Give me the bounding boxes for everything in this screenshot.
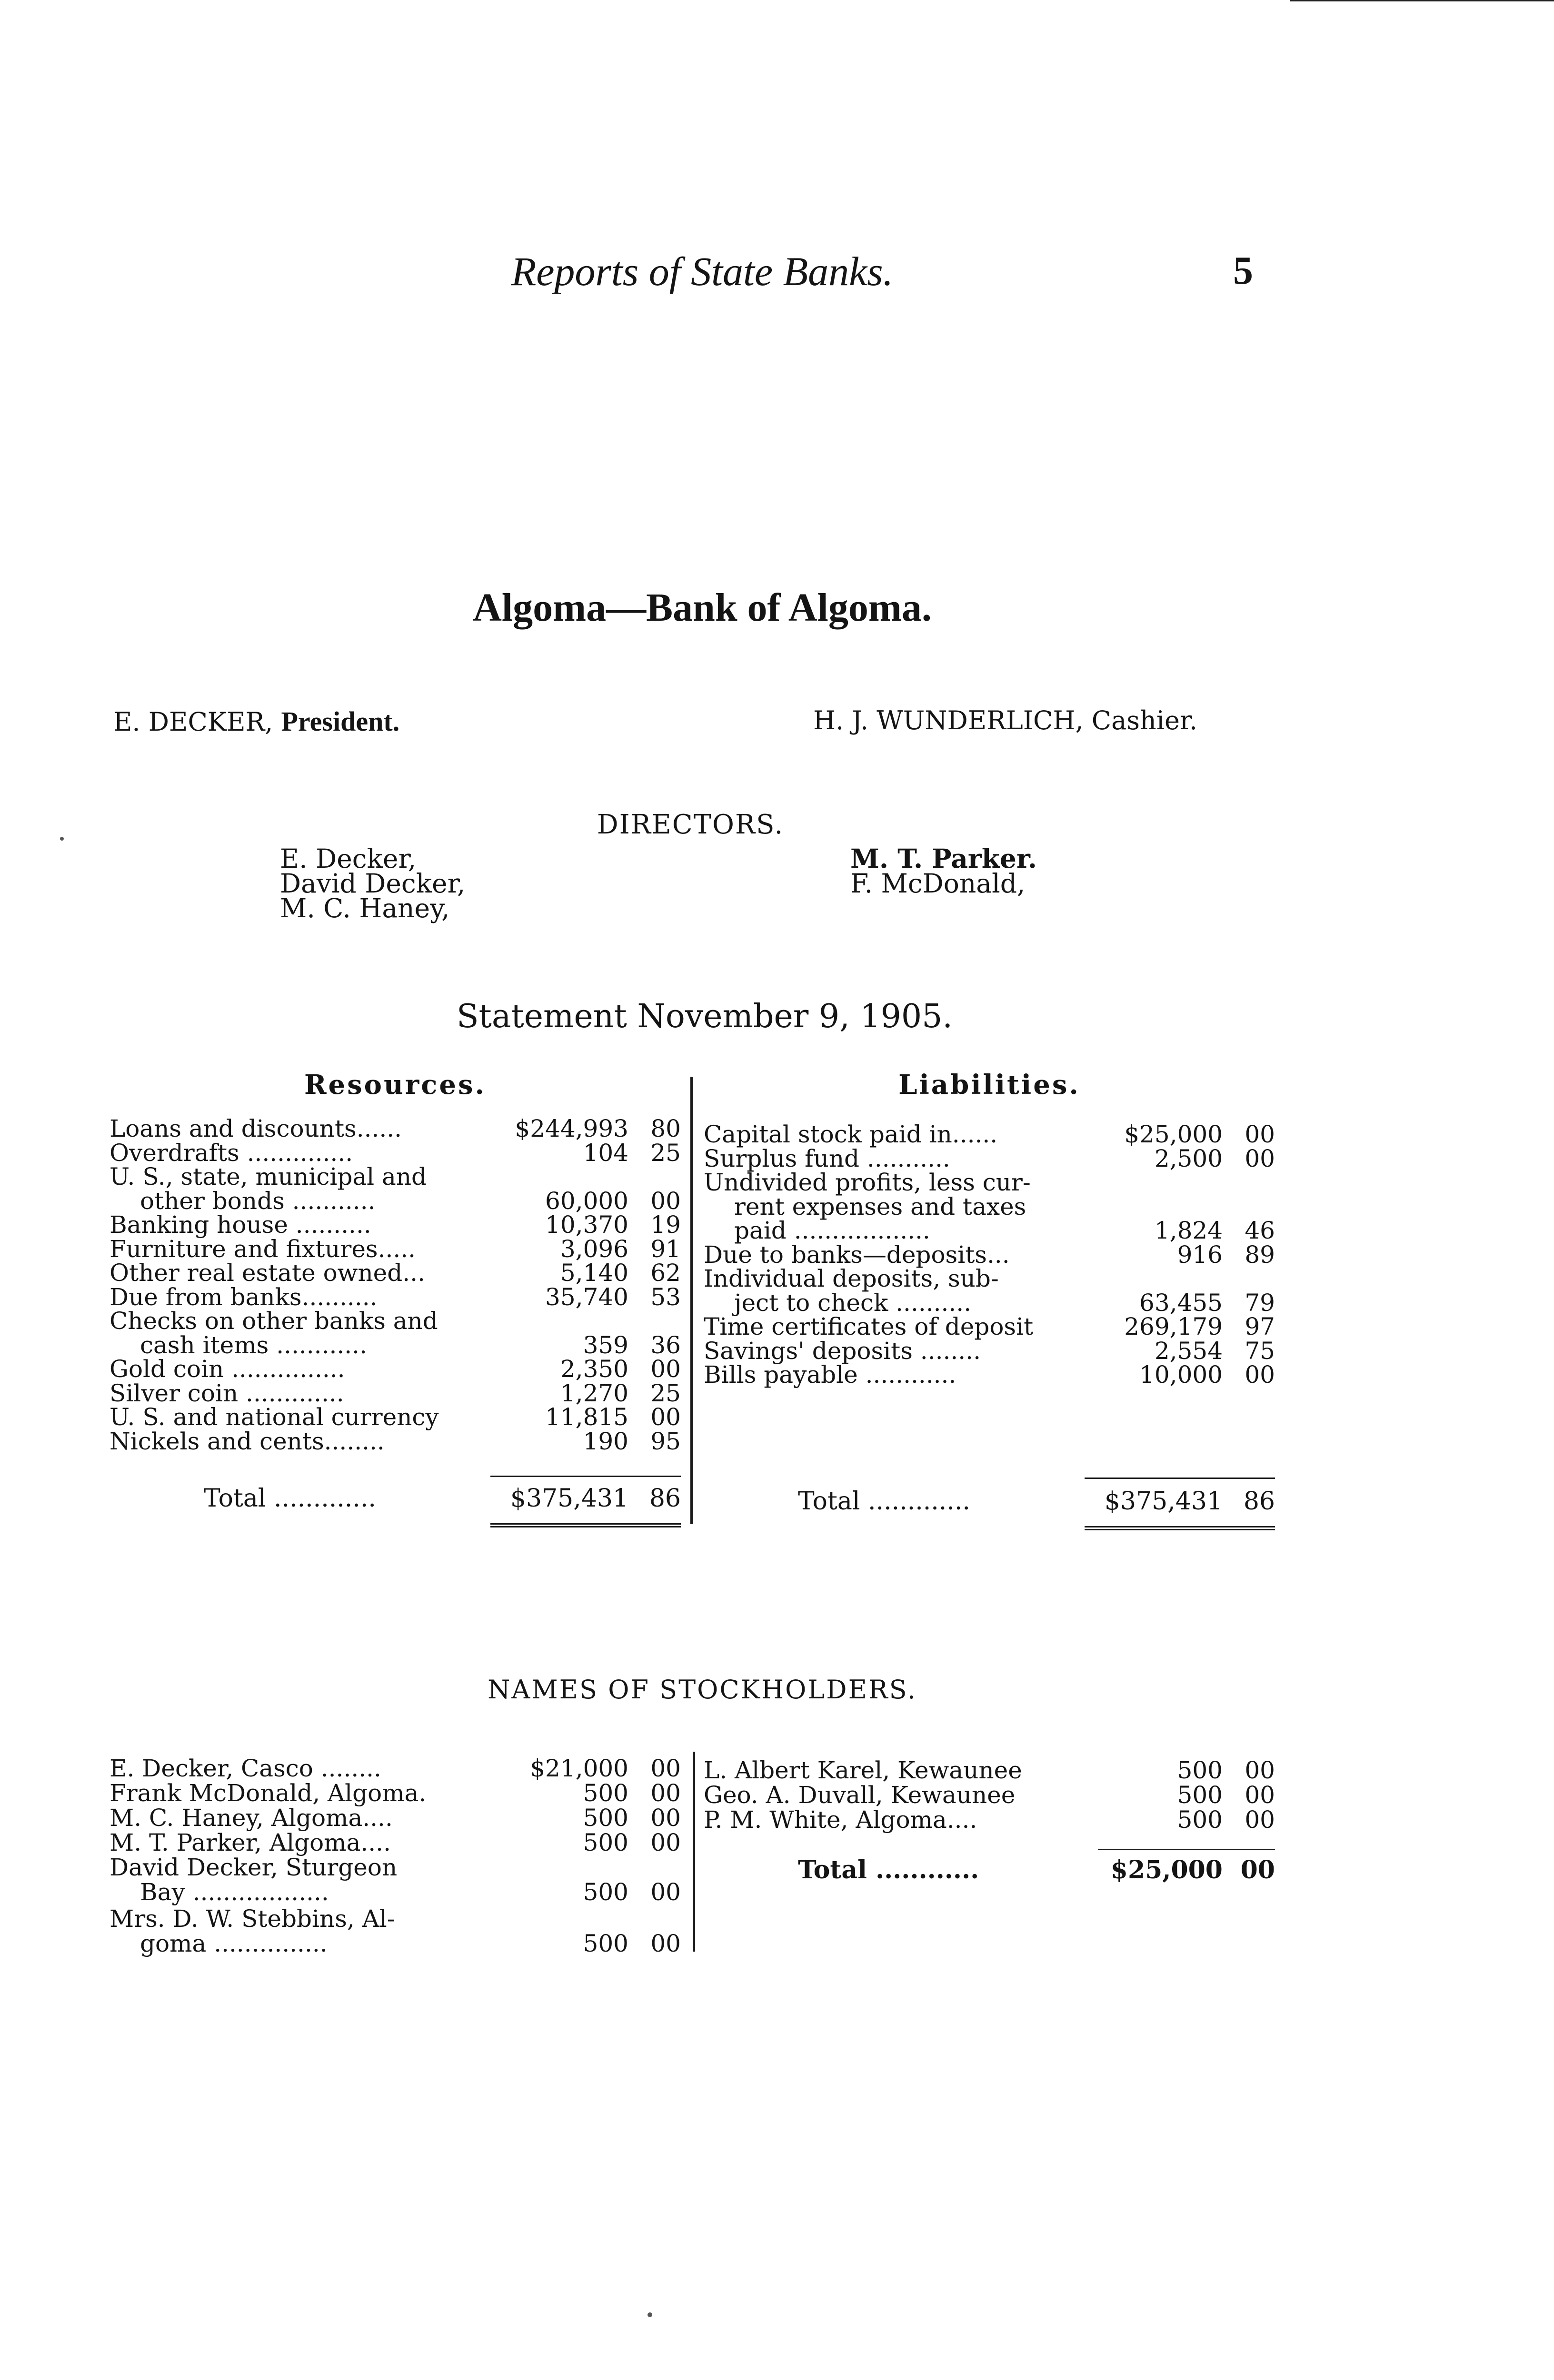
stockholder-row — [110, 1831, 681, 1855]
liability-cents: 00 — [1245, 1121, 1275, 1148]
liability-row — [704, 1315, 1275, 1339]
liabilities-double-rule — [1085, 1526, 1275, 1530]
resource-label: U. S. and national currency — [110, 1403, 439, 1431]
stockholders-heading: NAMES OF STOCKHOLDERS. — [488, 1675, 917, 1705]
resource-label: Checks on other banks and — [110, 1307, 438, 1335]
president-line — [113, 705, 399, 737]
president-name: E. DECKER, — [113, 707, 273, 737]
resource-dollars: $244,993 — [515, 1115, 628, 1142]
resource-cents: 00 — [650, 1403, 681, 1431]
resource-cents: 80 — [650, 1115, 681, 1142]
liability-dollars: 2,500 — [1154, 1144, 1223, 1172]
resources-total-cents: 86 — [649, 1484, 681, 1513]
stockholders-total-label: Total ............ — [798, 1855, 979, 1884]
liability-label: Due to banks—deposits... — [704, 1240, 1010, 1269]
stockholder-cents: 00 — [650, 1804, 681, 1832]
liability-label: Savings' deposits ........ — [704, 1337, 981, 1365]
resource-label: Gold coin ............... — [110, 1355, 345, 1383]
liability-label: paid .................. — [734, 1217, 930, 1244]
stockholder-row — [110, 1806, 681, 1831]
cashier-name: H. J. WUNDERLICH, — [813, 705, 1084, 735]
directors-right — [850, 843, 1037, 899]
resource-dollars: 3,096 — [560, 1235, 628, 1263]
stockholder-cents: 00 — [1245, 1781, 1275, 1809]
resource-row — [110, 1357, 681, 1381]
liability-label: Bills payable ............ — [704, 1361, 956, 1388]
liability-row — [704, 1122, 1275, 1147]
resources-total-dollars: $375,431 — [510, 1484, 628, 1513]
stockholder-label: Mrs. D. W. Stebbins, Al- — [110, 1905, 395, 1933]
liability-dollars: 1,824 — [1154, 1217, 1223, 1244]
liabilities-table — [704, 1122, 1275, 1387]
stockholder-cents: 00 — [650, 1755, 681, 1782]
resource-cents: 00 — [650, 1187, 681, 1215]
liability-row — [704, 1267, 1275, 1291]
resource-dollars: 190 — [583, 1427, 628, 1455]
stockholder-dollars: 500 — [1177, 1756, 1223, 1784]
resource-cents: 62 — [650, 1259, 681, 1287]
liabilities-total-dollars: $375,431 — [1104, 1487, 1223, 1516]
resource-row — [110, 1381, 681, 1406]
resource-row — [110, 1333, 681, 1358]
stockholder-dollars: 500 — [583, 1930, 628, 1957]
liabilities-total-cents: 86 — [1243, 1487, 1275, 1516]
resource-label: Nickels and cents........ — [110, 1427, 385, 1455]
stockholder-row — [110, 1880, 681, 1907]
stockholder-label: M. C. Haney, Algoma.... — [110, 1804, 393, 1832]
liability-dollars: 269,179 — [1124, 1313, 1223, 1340]
resource-row — [110, 1429, 681, 1454]
stockholder-row — [110, 1932, 681, 1956]
stockholder-cents: 00 — [650, 1878, 681, 1906]
resource-cents: 95 — [650, 1427, 681, 1455]
stockholder-label: goma ............... — [140, 1930, 328, 1957]
resource-label: Overdrafts .............. — [110, 1139, 353, 1167]
stockholder-dollars: 500 — [583, 1804, 628, 1832]
resource-dollars: 11,815 — [545, 1403, 628, 1431]
liability-dollars: 10,000 — [1139, 1361, 1223, 1388]
stockholder-row — [704, 1758, 1275, 1783]
stockholder-cents: 00 — [1245, 1806, 1275, 1834]
resource-row — [110, 1237, 681, 1261]
resource-cents: 36 — [650, 1331, 681, 1359]
liabilities-total-label: Total ............. — [798, 1487, 970, 1516]
resource-label: other bonds ........... — [140, 1187, 376, 1215]
paper-speck — [60, 837, 64, 841]
bank-title: Algoma—Bank of Algoma. — [473, 585, 932, 630]
stockholder-label: E. Decker, Casco ........ — [110, 1755, 381, 1782]
resources-total-label: Total ............. — [204, 1484, 376, 1513]
liability-cents: 79 — [1245, 1289, 1275, 1317]
resource-label: Silver coin ............. — [110, 1379, 344, 1407]
liability-label: ject to check .......... — [734, 1289, 972, 1317]
resource-cents: 25 — [650, 1379, 681, 1407]
resource-row — [110, 1213, 681, 1237]
stockholder-dollars: 500 — [583, 1878, 628, 1906]
resources-table — [110, 1117, 681, 1453]
liability-label: rent expenses and taxes — [734, 1192, 1026, 1220]
paper-speck — [648, 2312, 652, 2317]
resource-cents: 00 — [650, 1355, 681, 1383]
running-title: Reports of State Banks. — [511, 248, 894, 294]
stockholders-right-table — [704, 1758, 1275, 1833]
resource-cents: 25 — [650, 1139, 681, 1167]
stockholder-dollars: $21,000 — [530, 1755, 628, 1782]
resource-dollars: 60,000 — [545, 1187, 628, 1215]
resource-row — [110, 1141, 681, 1165]
stockholders-left-table — [110, 1756, 681, 1956]
liability-cents: 00 — [1245, 1144, 1275, 1172]
liability-label: Individual deposits, sub- — [704, 1265, 999, 1292]
resource-label: Loans and discounts...... — [110, 1115, 402, 1142]
liability-label: Capital stock paid in...... — [704, 1121, 998, 1148]
resource-dollars: 5,140 — [560, 1259, 628, 1287]
resource-row — [110, 1117, 681, 1141]
stockholder-dollars: 500 — [1177, 1781, 1223, 1809]
stockholders-divider — [693, 1752, 695, 1952]
liabilities-heading: Liabilities. — [898, 1069, 1080, 1101]
stockholder-label: P. M. White, Algoma.... — [704, 1806, 977, 1834]
stockholder-cents: 00 — [1245, 1756, 1275, 1784]
resource-label: cash items ............ — [140, 1331, 367, 1359]
liability-dollars: 916 — [1177, 1240, 1223, 1269]
stockholder-row — [110, 1781, 681, 1806]
stockholder-label: Geo. A. Duvall, Kewaunee — [704, 1781, 1016, 1809]
resources-sum-line — [490, 1476, 681, 1477]
stockholder-label: Frank McDonald, Algoma. — [110, 1779, 427, 1807]
liability-row — [704, 1144, 1275, 1172]
stockholder-cents: 00 — [650, 1779, 681, 1807]
statement-heading: Statement November 9, 1905. — [456, 998, 953, 1035]
stockholder-row — [110, 1855, 681, 1880]
stockholders-sum-line — [1098, 1849, 1275, 1850]
directors-left — [280, 843, 466, 923]
resource-label: Due from banks.......... — [110, 1283, 378, 1311]
cashier-title: Cashier. — [1091, 705, 1198, 735]
resource-label: Other real estate owned... — [110, 1259, 425, 1287]
stockholder-row — [704, 1808, 1275, 1833]
stockholder-cents: 00 — [650, 1930, 681, 1957]
liability-label: Surplus fund ........... — [704, 1144, 950, 1172]
stockholder-row — [110, 1907, 681, 1932]
stockholder-dollars: 500 — [583, 1779, 628, 1807]
liabilities-sum-line — [1085, 1478, 1275, 1479]
liability-row — [704, 1192, 1275, 1220]
director-name: F. McDonald, — [850, 868, 1026, 899]
stockholder-label: M. T. Parker, Algoma.... — [110, 1829, 391, 1856]
liability-dollars: $25,000 — [1124, 1121, 1223, 1148]
liability-cents: 89 — [1245, 1240, 1275, 1269]
resource-dollars: 104 — [583, 1139, 628, 1167]
statement-divider — [690, 1077, 693, 1524]
stockholder-dollars: 500 — [1177, 1806, 1223, 1834]
resource-row — [110, 1285, 681, 1309]
resource-dollars: 2,350 — [560, 1355, 628, 1383]
liability-label: Undivided profits, less cur- — [704, 1169, 1031, 1196]
resources-heading: Resources. — [304, 1069, 486, 1101]
liability-row — [704, 1170, 1275, 1195]
liability-row — [704, 1339, 1275, 1363]
director-name: M. T. Parker. — [850, 843, 1037, 874]
stockholders-total-dollars: $25,000 — [1110, 1855, 1223, 1884]
liability-row — [704, 1291, 1275, 1315]
resource-dollars: 1,270 — [560, 1379, 628, 1407]
cashier-line — [813, 705, 1197, 735]
liability-dollars: 63,455 — [1139, 1289, 1223, 1317]
resource-dollars: 10,370 — [545, 1211, 628, 1239]
resource-cents: 53 — [650, 1283, 681, 1311]
liability-cents: 97 — [1245, 1313, 1275, 1340]
resource-row — [110, 1405, 681, 1429]
resource-cents: 91 — [650, 1235, 681, 1263]
resource-dollars: 359 — [583, 1331, 628, 1359]
liability-row — [704, 1240, 1275, 1269]
director-name: M. C. Haney, — [280, 893, 450, 923]
liability-cents: 46 — [1245, 1217, 1275, 1244]
resource-row — [110, 1189, 681, 1213]
stockholder-label: Bay .................. — [140, 1878, 329, 1906]
stockholder-row — [110, 1756, 681, 1781]
stockholder-dollars: 500 — [583, 1829, 628, 1856]
liability-dollars: 2,554 — [1154, 1337, 1223, 1365]
resource-row — [110, 1261, 681, 1285]
resource-cents: 19 — [650, 1211, 681, 1239]
resource-label: Furniture and fixtures..... — [110, 1235, 416, 1263]
resource-row — [110, 1309, 681, 1333]
stockholder-label: David Decker, Sturgeon — [110, 1854, 398, 1881]
directors-heading: DIRECTORS. — [597, 809, 784, 840]
stockholders-total-cents: 00 — [1240, 1855, 1275, 1884]
stockholder-label: L. Albert Karel, Kewaunee — [704, 1756, 1022, 1784]
liability-row — [704, 1363, 1275, 1387]
liability-cents: 00 — [1245, 1361, 1275, 1388]
liability-cents: 75 — [1245, 1337, 1275, 1365]
resource-dollars: 35,740 — [545, 1283, 628, 1311]
resource-label: Banking house .......... — [110, 1211, 371, 1239]
resource-row — [110, 1165, 681, 1189]
resources-double-rule — [490, 1523, 681, 1527]
page-number: 5 — [1233, 248, 1253, 293]
stockholder-cents: 00 — [650, 1829, 681, 1856]
liability-label: Time certificates of deposit — [704, 1313, 1034, 1340]
top-edge-rule — [1290, 0, 1554, 1]
resource-label: U. S., state, municipal and — [110, 1163, 427, 1190]
stockholder-row — [704, 1783, 1275, 1808]
liability-row — [704, 1219, 1275, 1243]
director-name: David Decker, — [280, 868, 466, 899]
president-title: President. — [281, 706, 400, 737]
director-name: E. Decker, — [280, 843, 417, 874]
